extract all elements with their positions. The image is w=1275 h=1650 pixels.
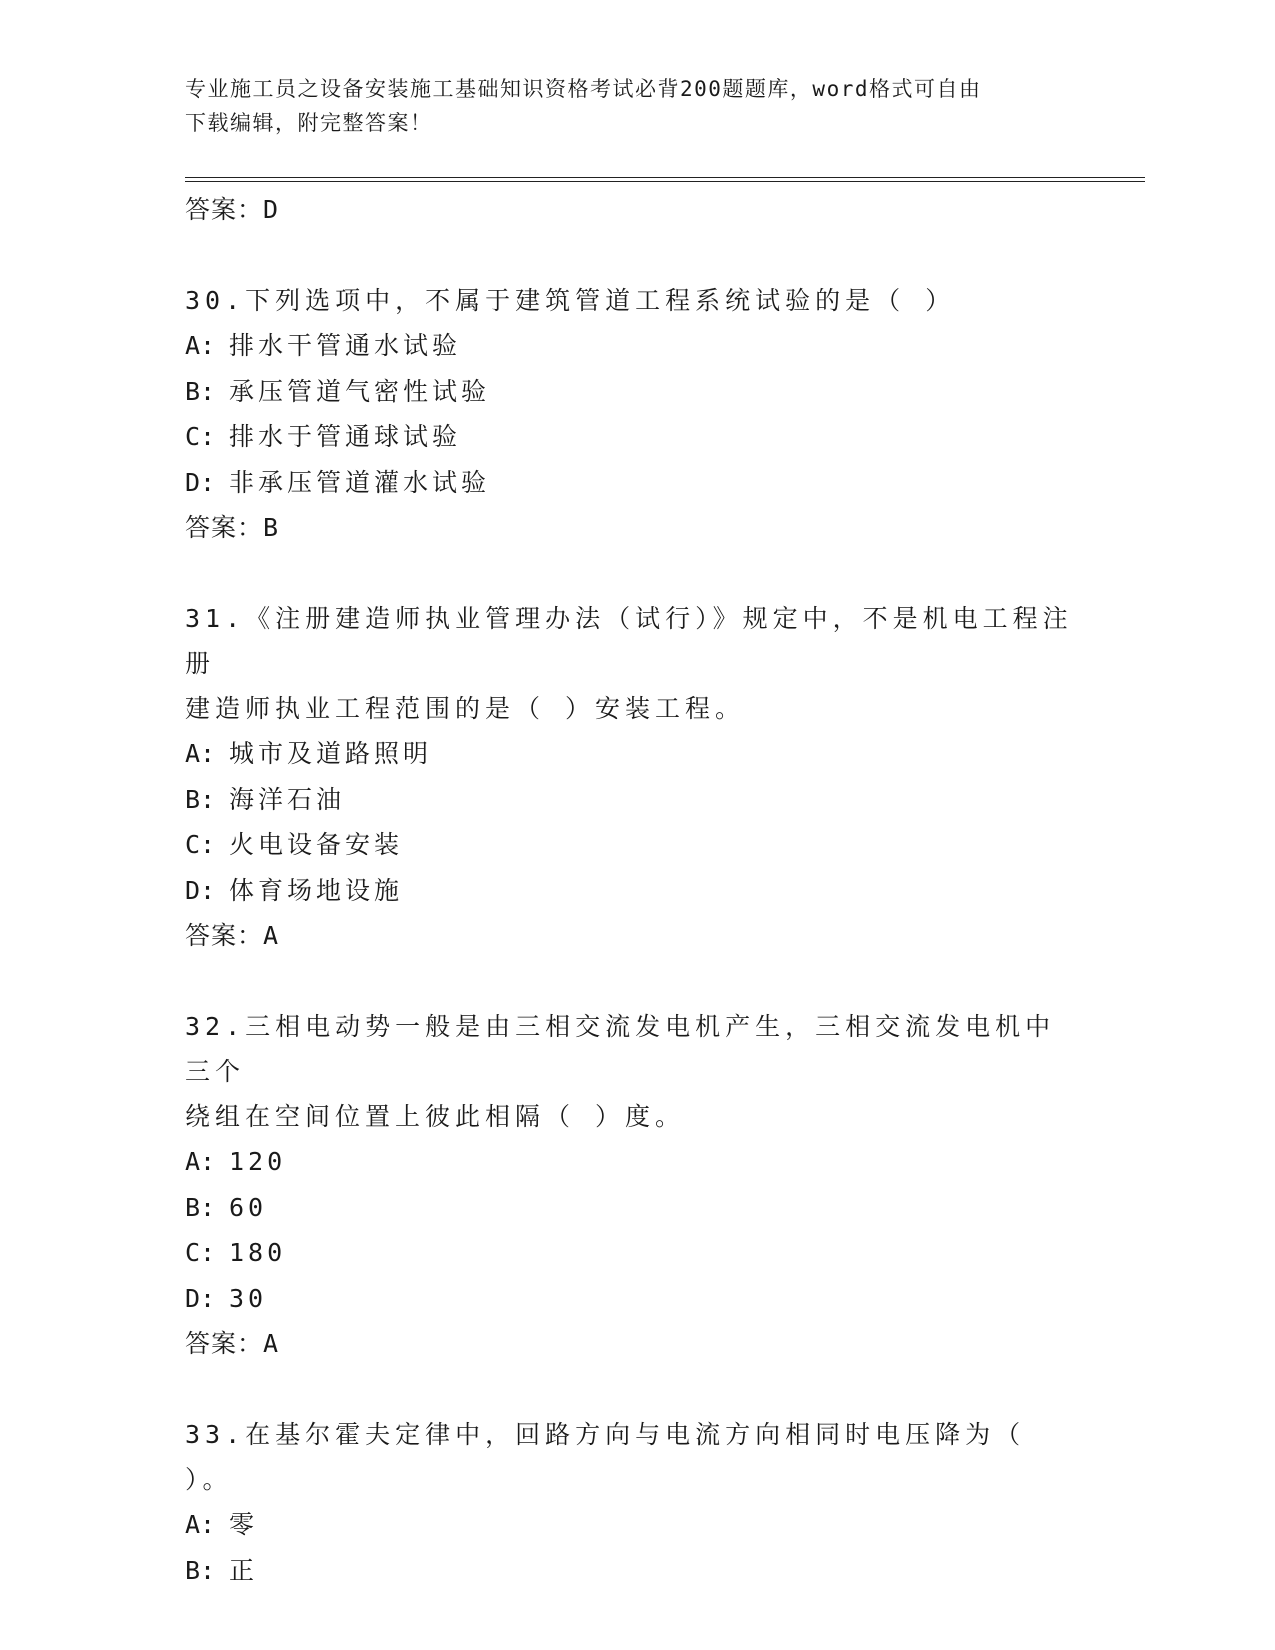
option-label: B: bbox=[185, 1192, 216, 1222]
option-d bbox=[185, 460, 1085, 506]
option-label: D: bbox=[185, 467, 216, 497]
option-text: 排水干管通水试验 bbox=[229, 331, 462, 360]
option-label: A: bbox=[185, 331, 216, 360]
answer-line: 答案：D bbox=[185, 195, 280, 224]
answer-line: 答案：A bbox=[185, 1329, 280, 1358]
option-text: 30 bbox=[229, 1283, 268, 1313]
answer-line: 答案：A bbox=[185, 921, 280, 950]
option-text: 零 bbox=[229, 1510, 259, 1539]
question-text: 33.在基尔霍夫定律中，回路方向与电流方向相同时电压降为（ ）。 bbox=[185, 1420, 1026, 1494]
option-c bbox=[185, 822, 1085, 868]
header-divider-bottom bbox=[185, 181, 1145, 182]
header-line-2: 下载编辑，附完整答案！ bbox=[185, 111, 433, 135]
header-divider-top bbox=[185, 177, 1145, 178]
question-text-continued: 建造师执业工程范围的是（ ）安装工程。 bbox=[185, 694, 746, 723]
option-label: C: bbox=[185, 422, 216, 451]
question-block bbox=[185, 278, 1085, 551]
option-label: D: bbox=[185, 1283, 216, 1313]
option-c bbox=[185, 1230, 1085, 1276]
question-text-continued: 绕组在空间位置上彼此相隔（ ）度。 bbox=[185, 1102, 686, 1131]
option-text: 120 bbox=[229, 1147, 287, 1176]
option-text: 海洋石油 bbox=[229, 784, 346, 814]
option-text: 火电设备安装 bbox=[229, 830, 404, 859]
option-text: 排水于管通球试验 bbox=[229, 422, 462, 451]
option-a bbox=[185, 323, 1085, 369]
option-d bbox=[185, 868, 1085, 914]
option-a bbox=[185, 731, 1085, 777]
spacer bbox=[185, 233, 1085, 278]
document-header bbox=[185, 72, 1085, 140]
option-text: 60 bbox=[229, 1192, 268, 1222]
question-block bbox=[185, 596, 1085, 959]
spacer bbox=[185, 959, 1085, 1004]
question-text: 31.《注册建造师执业管理办法（试行）》规定中，不是机电工程注册 bbox=[185, 604, 1073, 678]
option-d bbox=[185, 1276, 1085, 1322]
option-label: B: bbox=[185, 784, 216, 814]
question-text: 32.三相电动势一般是由三相交流发电机产生，三相交流发电机中三个 bbox=[185, 1012, 1056, 1086]
spacer bbox=[185, 1367, 1085, 1412]
option-label: A: bbox=[185, 1510, 216, 1539]
option-b bbox=[185, 1548, 1085, 1594]
header-line-1: 专业施工员之设备安装施工基础知识资格考试必背200题题库，word格式可自由 bbox=[185, 77, 982, 101]
option-c bbox=[185, 414, 1085, 460]
option-text: 体育场地设施 bbox=[229, 875, 404, 905]
option-b bbox=[185, 777, 1085, 823]
option-b bbox=[185, 1185, 1085, 1231]
option-b bbox=[185, 369, 1085, 415]
option-label: C: bbox=[185, 830, 216, 859]
option-text: 城市及道路照明 bbox=[229, 739, 433, 768]
option-text: 非承压管道灌水试验 bbox=[229, 467, 491, 497]
option-text: 承压管道气密性试验 bbox=[229, 376, 491, 406]
answer-line: 答案：B bbox=[185, 513, 280, 542]
question-block bbox=[185, 1412, 1085, 1593]
option-text: 正 bbox=[229, 1555, 259, 1585]
option-label: B: bbox=[185, 376, 216, 406]
option-text: 180 bbox=[229, 1238, 287, 1267]
option-a bbox=[185, 1139, 1085, 1185]
option-a bbox=[185, 1502, 1085, 1548]
option-label: A: bbox=[185, 739, 216, 768]
option-label: B: bbox=[185, 1555, 216, 1585]
question-text: 30.下列选项中，不属于建筑管道工程系统试验的是（ ） bbox=[185, 286, 956, 315]
option-label: C: bbox=[185, 1238, 216, 1267]
option-label: A: bbox=[185, 1147, 216, 1176]
question-list bbox=[185, 187, 1085, 1593]
option-label: D: bbox=[185, 875, 216, 905]
spacer bbox=[185, 551, 1085, 596]
question-block bbox=[185, 1004, 1085, 1367]
